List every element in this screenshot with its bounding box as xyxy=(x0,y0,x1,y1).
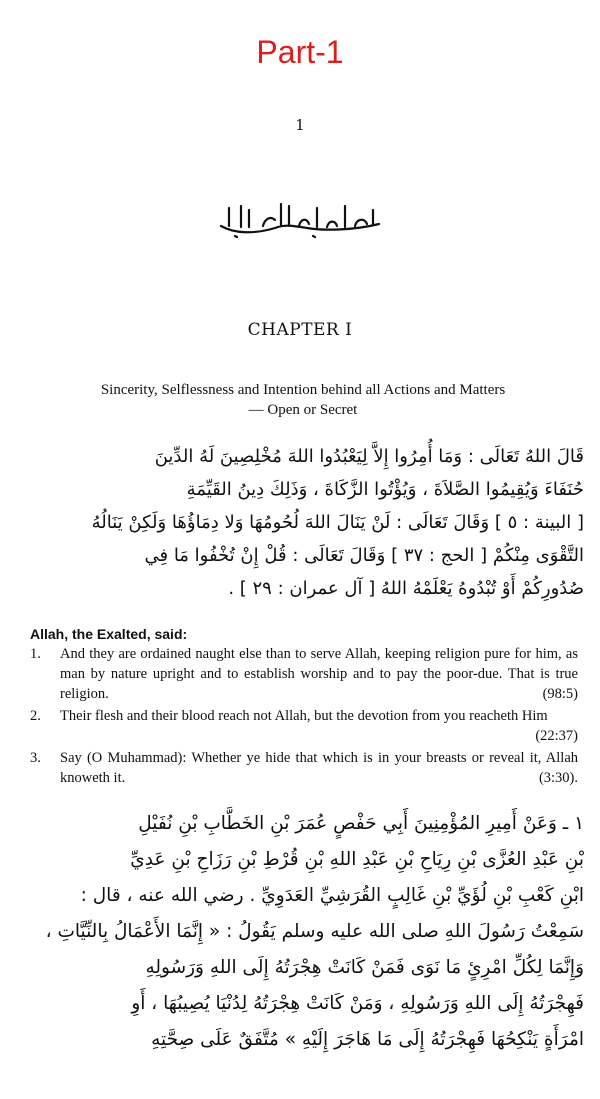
arabic-line: قَالَ اللهُ تَعَالَى : وَمَا أُمِرُوا إِلاَّ لِيَعْبُدُوا اللهَ مُخْلِصِينَ لَهُ الدِّينَ xyxy=(154,446,584,467)
english-translation xyxy=(30,626,578,790)
chapter-heading: CHAPTER I xyxy=(247,320,353,340)
arabic-line: حُنَفَاءَ وَيُقِيمُوا الصَّلاَةَ ، وَيُؤْتُوا الزَّكَاةَ ، وَذَلِكَ دِينُ القَيِّمَةِ xyxy=(186,479,584,500)
part-title: Part-1 xyxy=(256,34,344,70)
verse-body xyxy=(60,644,578,704)
page-number: 1 xyxy=(295,116,305,134)
arabic-line: بْنِ عَبْدِ العُزَّى بْنِ رِيَاحِ بْنِ عَبْدِ اللهِ بْنِ قُرْطِ بْنِ رَزَاحِ بْنِ عَدِيِّ xyxy=(130,849,584,870)
translation-verse xyxy=(30,644,578,704)
chapter-subtitle-line: — Open or Secret xyxy=(248,402,358,418)
verse-reference: (22:37) xyxy=(535,728,578,744)
arabic-line: وَإِنَّمَا لِكُلِّ امْرِئٍ مَا نَوَى فَمَنْ كَانَتْ هِجْرَتُهُ إِلَى اللهِ وَرَسُولِهِ xyxy=(145,957,584,978)
verse-body xyxy=(60,706,578,746)
basmala-calligraphy-icon xyxy=(215,196,385,242)
arabic-line: امْرَأَةٍ يَنْكِحُهَا فَهِجْرَتُهُ إِلَى مَا هَاجَرَ إِلَيْهِ » مُتَّفَقٌ عَلَى صِحَّتِهِ xyxy=(151,1029,584,1050)
chapter-subtitle xyxy=(20,380,586,420)
translation-intro: Allah, the Exalted, said: xyxy=(30,626,188,642)
arabic-line: سَمِعْتُ رَسُولَ اللهِ صلى الله عليه وسلم يَقُولُ : « إِنَّمَا الأَعْمَالُ بِالنِّيَّاتِ ، xyxy=(45,921,584,942)
arabic-line: فَهِجْرَتُهُ إِلَى اللهِ وَرَسُولِهِ ، وَمَنْ كَانَتْ هِجْرَتُهُ لِدُنْيَا يُصِيبُهَا ، أَوِ xyxy=(131,993,584,1014)
verse-number: 2. xyxy=(30,708,41,724)
arabic-line: صُدُورِكُمْ أَوْ تُبْدُوهُ يَعْلَمْهُ اللهُ [ آل عمران : ٢٩ ] . xyxy=(228,578,584,599)
verse-text: And they are ordained naught else than to serve Allah, keeping religion pure for him, as man by nature upright and to establish worship and to pay the poor-due. That is true religion. xyxy=(60,646,578,702)
basmala-calligraphy xyxy=(0,196,600,246)
arabic-line: ١ ـ وَعَنْ أَمِيرِ المُؤْمِنِينَ أَبِي حَفْصٍ عُمَرَ بْنِ الخَطَّابِ بْنِ نُفَيْلِ xyxy=(138,813,584,834)
translation-verse xyxy=(30,748,578,788)
arabic-line: ابْنِ كَعْبِ بْنِ لُؤَيِّ بْنِ غَالِبٍ القُرَشِيِّ العَدَوِيِّ . رضي الله عنه ، قال : xyxy=(80,885,584,906)
verse-body xyxy=(60,748,578,788)
arabic-quranic-verses xyxy=(16,440,584,605)
verse-reference: (3:30). xyxy=(538,770,578,786)
verse-reference: (98:5) xyxy=(542,686,578,702)
verse-number: 3. xyxy=(30,750,41,766)
translation-verse xyxy=(30,706,578,746)
verse-number: 1. xyxy=(30,646,41,662)
arabic-hadith xyxy=(16,806,584,1058)
arabic-line: [ البينة : ٥ ] وَقَالَ تَعَالَى : لَنْ يَنَالَ اللهَ لُحُومُهَا وَلا دِمَاؤُهَا وَلَكِنْ يَنَالُهُ xyxy=(91,512,584,533)
chapter-subtitle-line: Sincerity, Selflessness and Intention behind all Actions and Matters xyxy=(100,382,506,398)
verse-text: Their flesh and their blood reach not Allah, but the devotion from you reacheth Him xyxy=(60,708,548,724)
arabic-line: التَّقْوَى مِنْكُمْ [ الحج : ٣٧ ] وَقَالَ تَعَالَى : قُلْ إِنْ تُخْفُوا مَا فِي xyxy=(144,545,584,566)
verse-text: Say (O Muhammad): Whether ye hide that which is in your breasts or reveal it, Allah knoweth it. xyxy=(60,750,578,786)
